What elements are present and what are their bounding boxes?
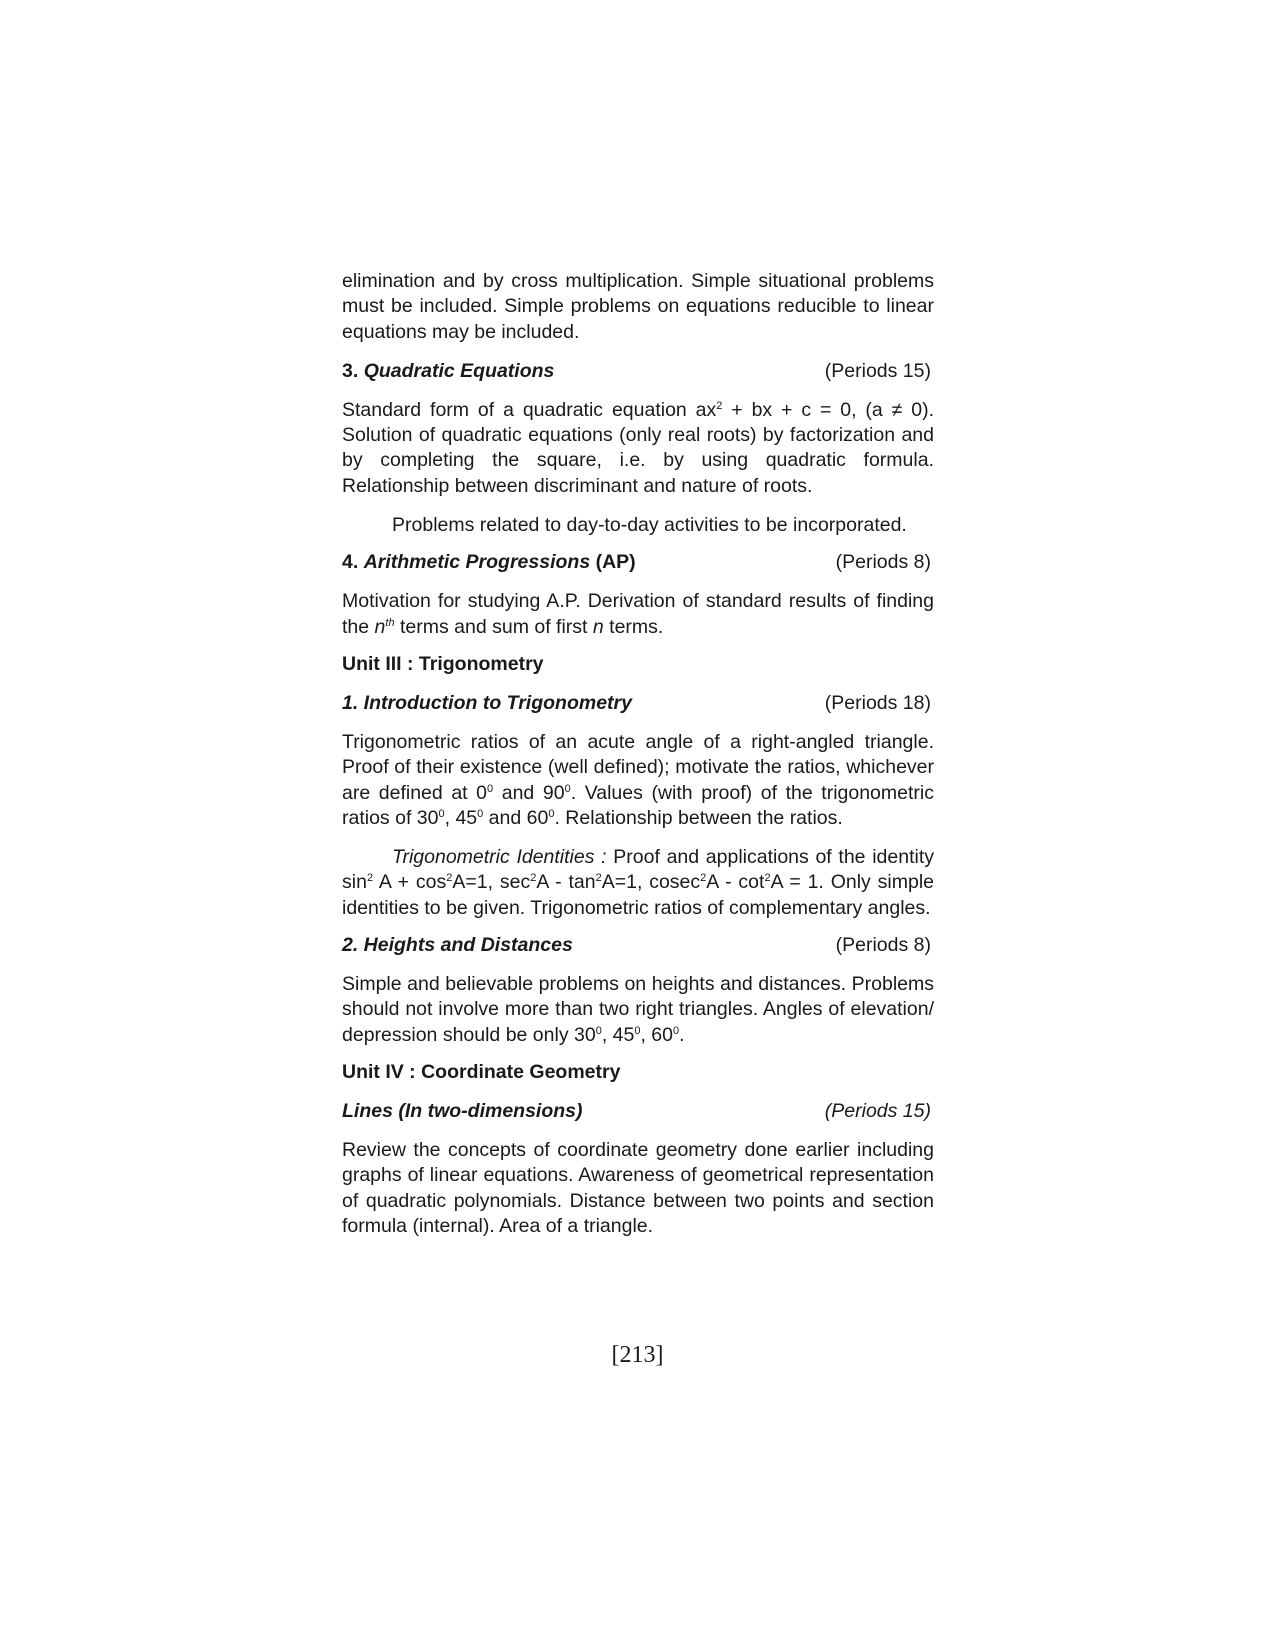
- intro-trig-paragraph: Trigonometric ratios of an acute angle of a right-angled triangle. Proof of their existence (well defined); motivate the ratios, whichever are defined at $0^0$ and $90^0$. Values (with proof) of the trigonometric ratios of $30^0$, $45^0$ and $60^0$. Relationship between the ratios.: [342, 730, 934, 829]
- quadratic-paragraph: Standard form of a quadratic equation $ax^2$ + bx + c = 0, (a ≠ 0). Solution of quadratic equations (only real roots) by factorization and by completing the square, i.e. by using quadratic formula. Relationship between discriminant and nature of roots.: [342, 398, 935, 497]
- unit-3-heading: [342, 652, 934, 677]
- lines-title: Lines (In two-dimensions): [342, 1099, 583, 1122]
- lines-paragraph: Review the concepts of coordinate geometry done earlier including graphs of linear equations. Awareness of geometrical representation of quadratic polynomials. Distance between two points and section formula (internal). Area of a triangle.: [342, 1138, 934, 1237]
- trig-identities-paragraph: Trigonometric Identities : Proof and applications of the identity $\sin^2 A + \cos^2A=1$, $\sec^2A - \tan^2A=1$, $cosec^2A - \cot^2A = 1$. Only simple identities to be given. Trigonometric ratios of complementary angles.: [342, 846, 935, 919]
- ap-title: 4. Arithmetic Progressions (AP): [342, 551, 636, 574]
- quadratic-heading: [342, 359, 934, 384]
- quadratic-title: 3. Quadratic Equations: [342, 359, 555, 382]
- lines-heading: [342, 1099, 934, 1124]
- ap-periods: (Periods 8): [835, 551, 931, 574]
- heights-periods: (Periods 8): [835, 934, 931, 957]
- intro-trig-periods: (Periods 18): [824, 691, 931, 714]
- unit-4-heading: [342, 1060, 934, 1085]
- heights-title: 2. Heights and Distances: [342, 934, 573, 957]
- syllabus-page: [342, 269, 934, 1239]
- ap-heading: [342, 550, 934, 575]
- quadratic-problems-paragraph: Problems related to day-to-day activities to be incorporated.: [392, 514, 907, 537]
- quadratic-periods: (Periods 15): [824, 359, 931, 382]
- heights-paragraph: Simple and believable problems on heights and distances. Problems should not involve more than two right triangles. Angles of elevation/ depression should be only $30^0$, $45^0$, $60^0$.: [342, 973, 934, 1046]
- ap-paragraph: Motivation for studying A.P. Derivation of standard results of finding the $n^{th}$ terms and sum of first n terms.: [342, 590, 934, 638]
- intro-paragraph: elimination and by cross multiplication. Simple situational problems must be included. Simple problems on equations reducible to linear equations may be included.: [342, 270, 934, 343]
- page-number: [213]: [611, 1342, 664, 1368]
- lines-periods: (Periods 15): [824, 1099, 931, 1122]
- heights-heading: [342, 933, 934, 958]
- unit-4-title: Unit IV : Coordinate Geometry: [342, 1060, 621, 1083]
- intro-trig-title: 1. Introduction to Trigonometry: [342, 691, 632, 714]
- unit-3-title: Unit III : Trigonometry: [342, 652, 544, 675]
- intro-trig-heading: [342, 691, 934, 716]
